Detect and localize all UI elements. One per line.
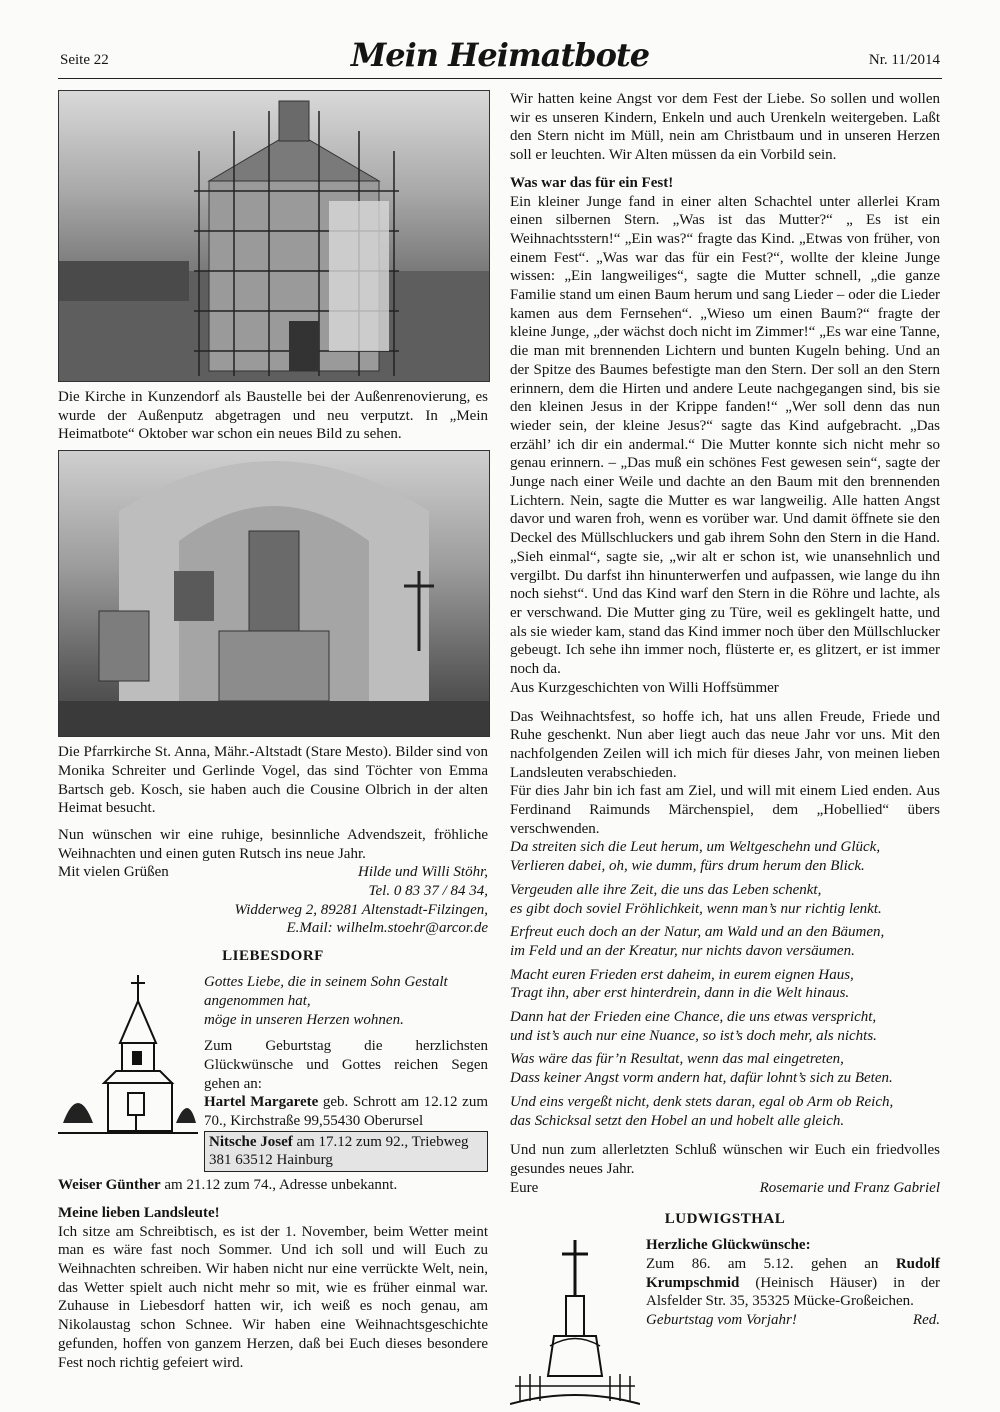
section-title-ludwigsthal: LUDWIGSTHAL [664,1211,786,1228]
birthday-name-2: Nitsche Josef [209,1133,293,1150]
congrats-red: Red. [912,1312,940,1329]
closing-paragraph-2: Für dies Jahr bin ich fast am Ziel, und will mit einem Lied enden. Aus Ferdinand Raimunds Märchenspiel, dem „Hobellied“ übers verschwenden. [510,783,940,837]
congrats-title: Herzliche Glückwünsche: [646,1237,811,1254]
poem-line: Erfreut euch doch an der Natur, am Wald und an den Bäumen, [510,924,885,941]
congrats-note-row [646,1311,940,1330]
poem-stanza [510,1008,940,1045]
congrats-pre: Zum 86. am 5.12. gehen an [646,1256,896,1273]
poem-line: Macht euren Frieden erst daheim, in eurem eignen Haus, [510,966,854,983]
header-rule [58,78,942,79]
signature-greeting: Mit vielen Grüßen [58,864,169,881]
signature-address: Widderweg 2, 89281 Altenstadt-Filzingen, [234,901,488,918]
closing-signature [510,1179,940,1198]
congrats-note: Geburtstag vom Vorjahr! [646,1312,797,1329]
church-scaffold-illustration [59,91,489,381]
issue-number: Nr. 11/2014 [868,52,940,68]
story-title: Was war das für ein Fest! [510,174,674,191]
poem-line: das Schicksal setzt den Hobel an und hobelt alle gleich. [510,1112,845,1129]
poem-line: Verlieren dabei, oh, wie dumm, fürs drum herum den Blick. [510,858,865,875]
ludwigsthal-text [646,1236,940,1411]
poem-line: Dass keiner Angst vorm andern hat, dafür lohnt’s sich zu Beten. [510,1070,893,1087]
poem-line: im Feld und an der Kreatur, nur nichts davon versäumen. [510,942,855,959]
verse-line-2: möge in unseren Herzen wohnen. [204,1011,404,1028]
poem [510,838,940,1130]
poem-stanza [510,966,940,1003]
birthday-entry-3 [58,1176,488,1195]
congrats-name: Rudolf Krumpschmid [646,1256,940,1291]
story-source: Aus Kurzgeschichten von Willi Hoffsümmer [510,679,779,696]
left-column [58,90,488,1372]
poem-line: Und eins vergeßt nicht, denk stets daran, egal ob Arm ob Reich, [510,1093,894,1110]
poem-stanza [510,838,940,875]
poem-line: es gibt doch soviel Fröhlichkeit, wenn man’s nur richtig lenkt. [510,900,882,917]
intro-text: Wir hatten keine Angst vor dem Fest der Liebe. So sollen und wollen wir es unseren Kindern, Enkeln und auch Urenkeln weitergeben. Laßt den Stern nicht im Müll, nein am Christbaum und in unseren Herzen soll er leuchten. Wir Alten müssen da ein Vorbild sein. [510,91,940,164]
right-column [510,90,940,1411]
signature-row [58,863,488,882]
congrats-text [646,1255,940,1311]
poem-line: Dann hat der Frieden eine Chance, die uns etwas verspricht, [510,1009,877,1026]
wayside-cross-drawing [510,1236,640,1411]
closing-wish: Und nun zum allerletzten Schluß wünschen wir Euch ein friedvolles gesundes neues Jahr. [510,1142,940,1177]
verse-line-1: Gottes Liebe, die in seinem Sohn Gestalt angenommen hat, [204,974,448,1009]
greeting-text: Nun wünschen wir eine ruhige, besinnliche Advendszeit, fröhliche Weihnachten und einen guten Rutsch ins neue Jahr. [58,826,488,862]
birthday-detail-3: am 21.12 zum 74., Adresse unbekannt. [160,1177,398,1194]
poem-line: Vergeuden alle ihre Zeit, die uns das Leben schenkt, [510,881,822,898]
chapel-drawing [58,973,198,1172]
poem-stanza [510,1093,940,1130]
closing-sign-right: Rosemarie und Franz Gabriel [759,1179,940,1196]
closing-sign-left: Eure [510,1179,539,1196]
wayside-cross-icon [510,1236,640,1406]
masthead-logo: Mein Heimatbote [350,36,650,74]
signature-tel: Tel. 0 83 37 / 84 34, [368,883,488,900]
church-scaffold-photo [58,90,490,382]
page-number: Seite 22 [60,52,109,68]
congrats-rest: (Heinisch Häuser) in der Alsfelder Str. 35, 35325 Mücke-Großeichen. [646,1274,940,1310]
story-text: Ein kleiner Junge fand in einer alten Schachtel unter allerlei Kram einen silbernen Stern. „Was ist das Mutter?“ „ Es ist ein Weihnachtsstern!“ „Ein was?“ fragte das Kind. „Etwas von früher, von einem Fest“. „Was war das für ein Fest?“, wollte der kleine Junge wissen: „Ein langweiliges“, sagte die Mutter schnell, „die ganze Familie stand um einen Baum herum und sang Lieder – oder die Lieder kamen aus dem Fernsehen“. „Wieso um einen Baum?“ fragte der kleine Junge, „der wächst doch nicht im Zimmer!“ „Es war eine Tanne, die man mit brennenden Lichtern und bunten Kugeln behing. Und an der Spitze des Baumes befestigte man den Stern. Der soll an den Stern erinnern, dem die Hirten und andere Leute nachgegangen sind, bis sie den kleinen Jesus in der Krippe fanden!“ „Wer soll denn das nun wieder sein, der kleine Jesus?“ sagte das Kind aufgebracht. „Das erzähl’ ich dir ein andermal.“ Die Mutter konnte sich nicht mehr so genau erinnern. – „Das muß ein schönes Fest gewesen sein“, sagte der Junge nach einer Weile und dachte an den Baum mit den brennenden Lichtern. Nein, sagte die Mutter es war langweilig. Alle hatten Angst davor und waren froh, wenn es vorüber war. Und damit öffnete sie den Deckel des Müllschluckers und gab ihrem Sohn den Stern in die Hand. „Sieh einmal“, sagte sie, „wir alt er schon ist, wie unansehnlich und vergilbt. Du darfst ihn hinunterwerfen und aufpassen, wie lange du ihn noch siehst“. Und das Kind warf den Stern in die Röhre und lachte, als er verschwand. Die Mutter ging zu Türe, weil es geklingelt hatte, und als sie wieder kam, stand das Kind immer noch über den Müllschlucker gebeugt. Ich sehe ihn immer noch, flüsterte er, es glitzert, er ist immer noch da. [510,193,940,678]
poem-stanza [510,881,940,918]
section-title-liebesdorf: LIEBESDORF [222,948,324,965]
birthday-box [204,1131,488,1172]
poem-line: Tragt ihn, aber erst hinterdrein, dann in die Welt hinaus. [510,985,850,1002]
letter-title: Meine lieben Landsleute! [58,1204,220,1221]
poem-line: Was wäre das für’n Resultat, wenn das mal eingetreten, [510,1051,844,1068]
signature-email: E.Mail: wilhelm.stoehr@arcor.de [286,920,488,937]
liebesdorf-block [58,973,488,1172]
chapel-icon [58,973,198,1138]
birthday-detail-2: am 17.12 zum 92., Triebweg 381 63512 Hainburg [209,1133,469,1169]
letter-text: Ich sitze am Schreibtisch, es ist der 1. November, beim Wetter meint man es wäre fast noch Sommer. Und ich soll und will Euch zu Weihnachten schreiben. Wir haben nicht nur eine verrückte Welt, nein, das Wetter spielt auch nicht mehr so mit, wie es früher einmal war. Zuhause in Liebesdorf hatten wir, ich weiß es noch genau, am Nikolaustag schon Schnee. Wir haben eine Weihnachtsgeschichte gefunden, hoffen von ganzem Herzen, daß bei Euch dieses besondere Fest noch richtig gefeiert wird. [58,1223,488,1371]
church-interior-photo [58,450,490,737]
birthday-name-1: Hartel Margarete [204,1094,319,1111]
poem-line: Da streiten sich die Leut herum, um Weltgeschehn und Glück, [510,839,881,856]
birthday-intro: Zum Geburtstag die herzlichsten Glückwünsche und Gottes reichen Segen gehen an: [204,1038,488,1092]
birthday-entry-1 [204,1093,488,1130]
birthday-name-3: Weiser Günther [58,1177,161,1194]
poem-line: und ist’s auch nur eine Nuance, so ist’s doch mehr, als nichts. [510,1027,877,1044]
photo2-caption: Die Pfarrkirche St. Anna, Mähr.-Altstadt (Stare Mesto). Bilder sind von Monika Schreiter und Gerlinde Vogel, das sind Töchter von Emma Bartsch geb. Kosch, sie haben auch die Cousine Olbrich in der alten Heimat besucht. [58,744,488,817]
closing-paragraph-1: Das Weihnachtsfest, so hoffe ich, hat uns allen Freude, Friede und Ruhe geschenkt. Nun aber liegt auch das neue Jahr vor uns. Mit den nachfolgenden Zeilen will ich mich für dieses Jahr, von meinen lieben Landsleuten verabschieden. [510,708,940,781]
poem-stanza [510,1050,940,1087]
poem-stanza [510,923,940,960]
birthday-detail-1: geb. Schrott am 12.12 zum 70., Kirchstraße 99,55430 Oberursel [204,1094,488,1130]
liebesdorf-text [204,973,488,1172]
church-interior-illustration [59,451,489,736]
ludwigsthal-block [510,1236,940,1411]
photo1-caption: Die Kirche in Kunzendorf als Baustelle bei der Außenrenovierung, es wurde der Außenputz abgetragen und neu verputzt. In „Mein Heimatbote“ Oktober war schon ein neues Bild zu sehen. [58,389,488,443]
signature-name: Hilde und Willi Stöhr, [357,864,488,881]
